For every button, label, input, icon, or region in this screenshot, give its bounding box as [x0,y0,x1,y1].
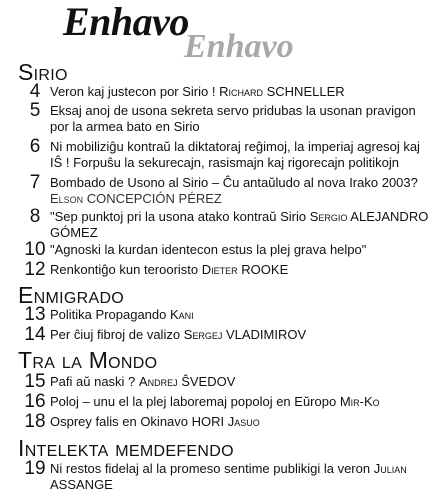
item-title: Eksaj anoj de usona sekreta servo pridubas la usonan pravigon por la armea bato en Sirio [50,103,416,134]
item-title: Politika Propagando [50,307,167,322]
item-author: Mir-Ko [339,394,380,409]
section-heading: Sirio [18,59,68,85]
item-author: Andrej ŜVEDOV [138,374,236,389]
page-number: 15 [24,371,46,392]
item-title: Osprey falis en Okinavo [50,414,189,429]
item-title: Renkontiĝo kun terooristo [50,262,199,277]
item-title: "Agnoski la kurdan identecon estus la plej grava helpo" [50,242,367,257]
item-author: HORI Jasuo [191,414,260,429]
page-number: 18 [24,411,46,432]
page-number: 7 [29,172,41,193]
page-number: 10 [24,239,46,260]
item-title: Bombado de Usono al Sirio – Ĉu antaŭludo al nova Irako 2003? [50,175,418,190]
item-title: Ni mobiliziĝu kontraŭ la diktatoraj reĝimoj, la imperiaj agresoj kaj IŜ ! Forpuŝu la sekurecajn, rasismajn kaj rigorecajn politikojn [50,139,420,170]
item-author: Kani [169,307,194,322]
page-number: 16 [24,391,46,412]
page-number: 14 [24,324,46,345]
item-title: Veron kaj justecon por Sirio ! [50,84,216,99]
page-title-shadow: Enhavo [184,28,294,65]
item-title: Poloj – unu el la plej laboremaj popoloj en Eŭropo [50,394,337,409]
page-number: 12 [24,259,46,280]
page-title: Enhavo [63,0,189,44]
item-title: Ni restos fidelaj al la promeso sentime publikigi la veron [50,461,371,476]
item-title: Pafi aŭ naski ? [50,374,136,389]
page-number: 8 [29,206,41,227]
item-title: Per ĉiuj fibroj de valizo [50,327,181,342]
item-author: Richard SCHNELLER [219,84,345,99]
page-number: 4 [29,81,41,102]
item-author: Sergej VLADIMIROV [183,327,307,342]
page-number: 6 [29,136,41,157]
page-number: 13 [24,304,46,325]
page-number: 19 [24,458,46,479]
section-heading: Enmigrado [18,282,125,308]
item-author: Elson CONCEPCIÓN PÉREZ [50,191,222,206]
item-title: "Sep punktoj pri la usona atako kontraŭ Sirio [50,209,307,224]
section-heading: Tra la Mondo [18,347,158,373]
section-heading: Intelekta memdefendo [18,435,234,461]
item-author: Sergio ALEJANDRO GÓMEZ [50,209,429,240]
item-author: Julian ASSANGE [50,461,407,492]
page-number: 5 [29,100,41,121]
item-author: Dieter ROOKE [201,262,289,277]
